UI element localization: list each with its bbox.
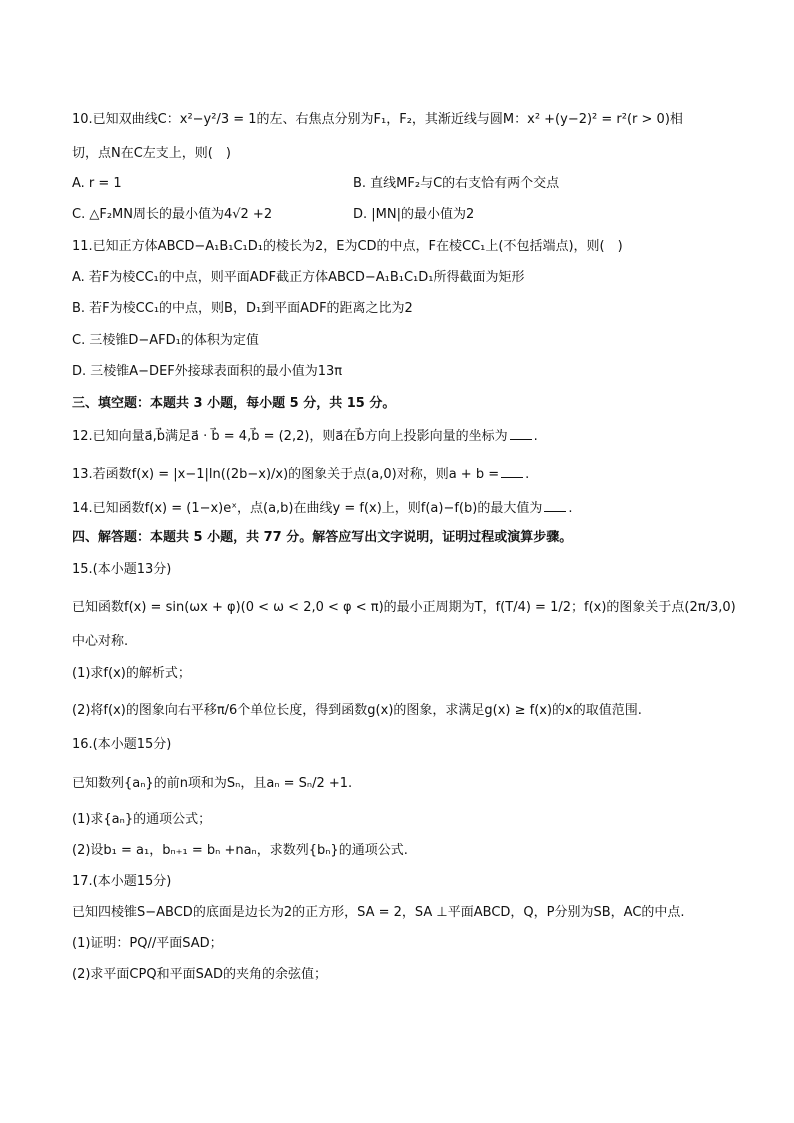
q11-option-a: A. 若F为棱CC₁的中点，则平面ADF截正方体ABCD−A₁B₁C₁D₁所得截面为矩形 <box>72 270 525 285</box>
q15-part-1: (1)求f(x)的解析式； <box>72 666 191 681</box>
q15-part-2: (2)将f(x)的图象向右平移π/6个单位长度，得到函数g(x)的图象，求满足g(x) ≥ f(x)的x的取值范围. <box>72 703 642 718</box>
q13-end: . <box>525 467 530 482</box>
q10-option-b: B. 直线MF₂与C的右支恰有两个交点 <box>353 176 560 191</box>
q11-option-d: D. 三棱锥A−DEF外接球表面积的最小值为13π <box>72 364 343 379</box>
q10-option-c: C. △F₂MN周长的最小值为4√2 +2 <box>72 207 273 222</box>
q14 <box>72 497 572 519</box>
q11-option-b: B. 若F为棱CC₁的中点，则B，D₁到平面ADF的距离之比为2 <box>72 301 413 316</box>
q12-text: 12.已知向量a⃗,b⃗满足a⃗ · b⃗ = 4,b⃗ = (2,2)，则a⃗在b⃗方向上投影向量的坐标为 <box>72 429 508 444</box>
q16-part-2: (2)设b₁ = a₁，bₙ₊₁ = bₙ +naₙ，求数列{bₙ}的通项公式. <box>72 843 408 858</box>
q12 <box>72 425 538 447</box>
answer-blank <box>501 463 523 478</box>
q15-stem-b: 中心对称. <box>72 634 129 649</box>
q16-head: 16.(本小题15分) <box>72 737 172 752</box>
q17-stem: 已知四棱锥S−ABCD的底面是边长为2的正方形，SA = 2，SA ⊥平面ABCD，Q，P分别为SB，AC的中点. <box>72 905 685 920</box>
q17-part-2: (2)求平面CPQ和平面SAD的夹角的余弦值； <box>72 967 327 982</box>
section-solve: 四、解答题：本题共 5 小题，共 77 分。解答应写出文字说明，证明过程或演算步骤。 <box>72 530 573 545</box>
q11-option-c: C. 三棱锥D−AFD₁的体积为定值 <box>72 333 259 348</box>
q14-text: 14.已知函数f(x) = (1−x)eˣ，点(a,b)在曲线y = f(x)上，则f(a)−f(b)的最大值为 <box>72 501 543 516</box>
q10-stem-b: 切，点N在C左支上，则( ) <box>72 146 231 161</box>
q16-stem: 已知数列{aₙ}的前n项和为Sₙ，且aₙ = Sₙ/2 +1. <box>72 776 353 791</box>
q10-option-a: A. r = 1 <box>72 176 122 191</box>
q12-end: . <box>533 429 538 444</box>
q17-part-1: (1)证明：PQ//平面SAD； <box>72 936 223 951</box>
q15-head: 15.(本小题13分) <box>72 562 172 577</box>
q13-text: 13.若函数f(x) = |x−1|ln((2b−x)/x)的图象关于点(a,0)对称，则a + b = <box>72 467 500 482</box>
q16-part-1: (1)求{aₙ}的通项公式； <box>72 812 212 827</box>
q17-head: 17.(本小题15分) <box>72 874 172 889</box>
q10-stem-a: 10.已知双曲线C：x²−y²/3 = 1的左、右焦点分别为F₁，F₂，其渐近线与圆M：x² +(y−2)² = r²(r > 0)相 <box>72 112 683 127</box>
answer-blank <box>510 425 532 440</box>
section-fill-blank: 三、填空题：本题共 3 小题，每小题 5 分，共 15 分。 <box>72 396 396 411</box>
q14-end: . <box>568 501 573 516</box>
q11-stem: 11.已知正方体ABCD−A₁B₁C₁D₁的棱长为2，E为CD的中点，F在棱CC₁上(不包括端点)，则( ) <box>72 239 623 254</box>
q15-stem-a: 已知函数f(x) = sin(ωx + φ)(0 < ω < 2,0 < φ < π)的最小正周期为T，f(T/4) = 1/2；f(x)的图象关于点(2π/3,0) <box>72 600 736 615</box>
q10-option-d: D. |MN|的最小值为2 <box>353 207 475 222</box>
q13 <box>72 463 529 485</box>
answer-blank <box>544 497 566 512</box>
